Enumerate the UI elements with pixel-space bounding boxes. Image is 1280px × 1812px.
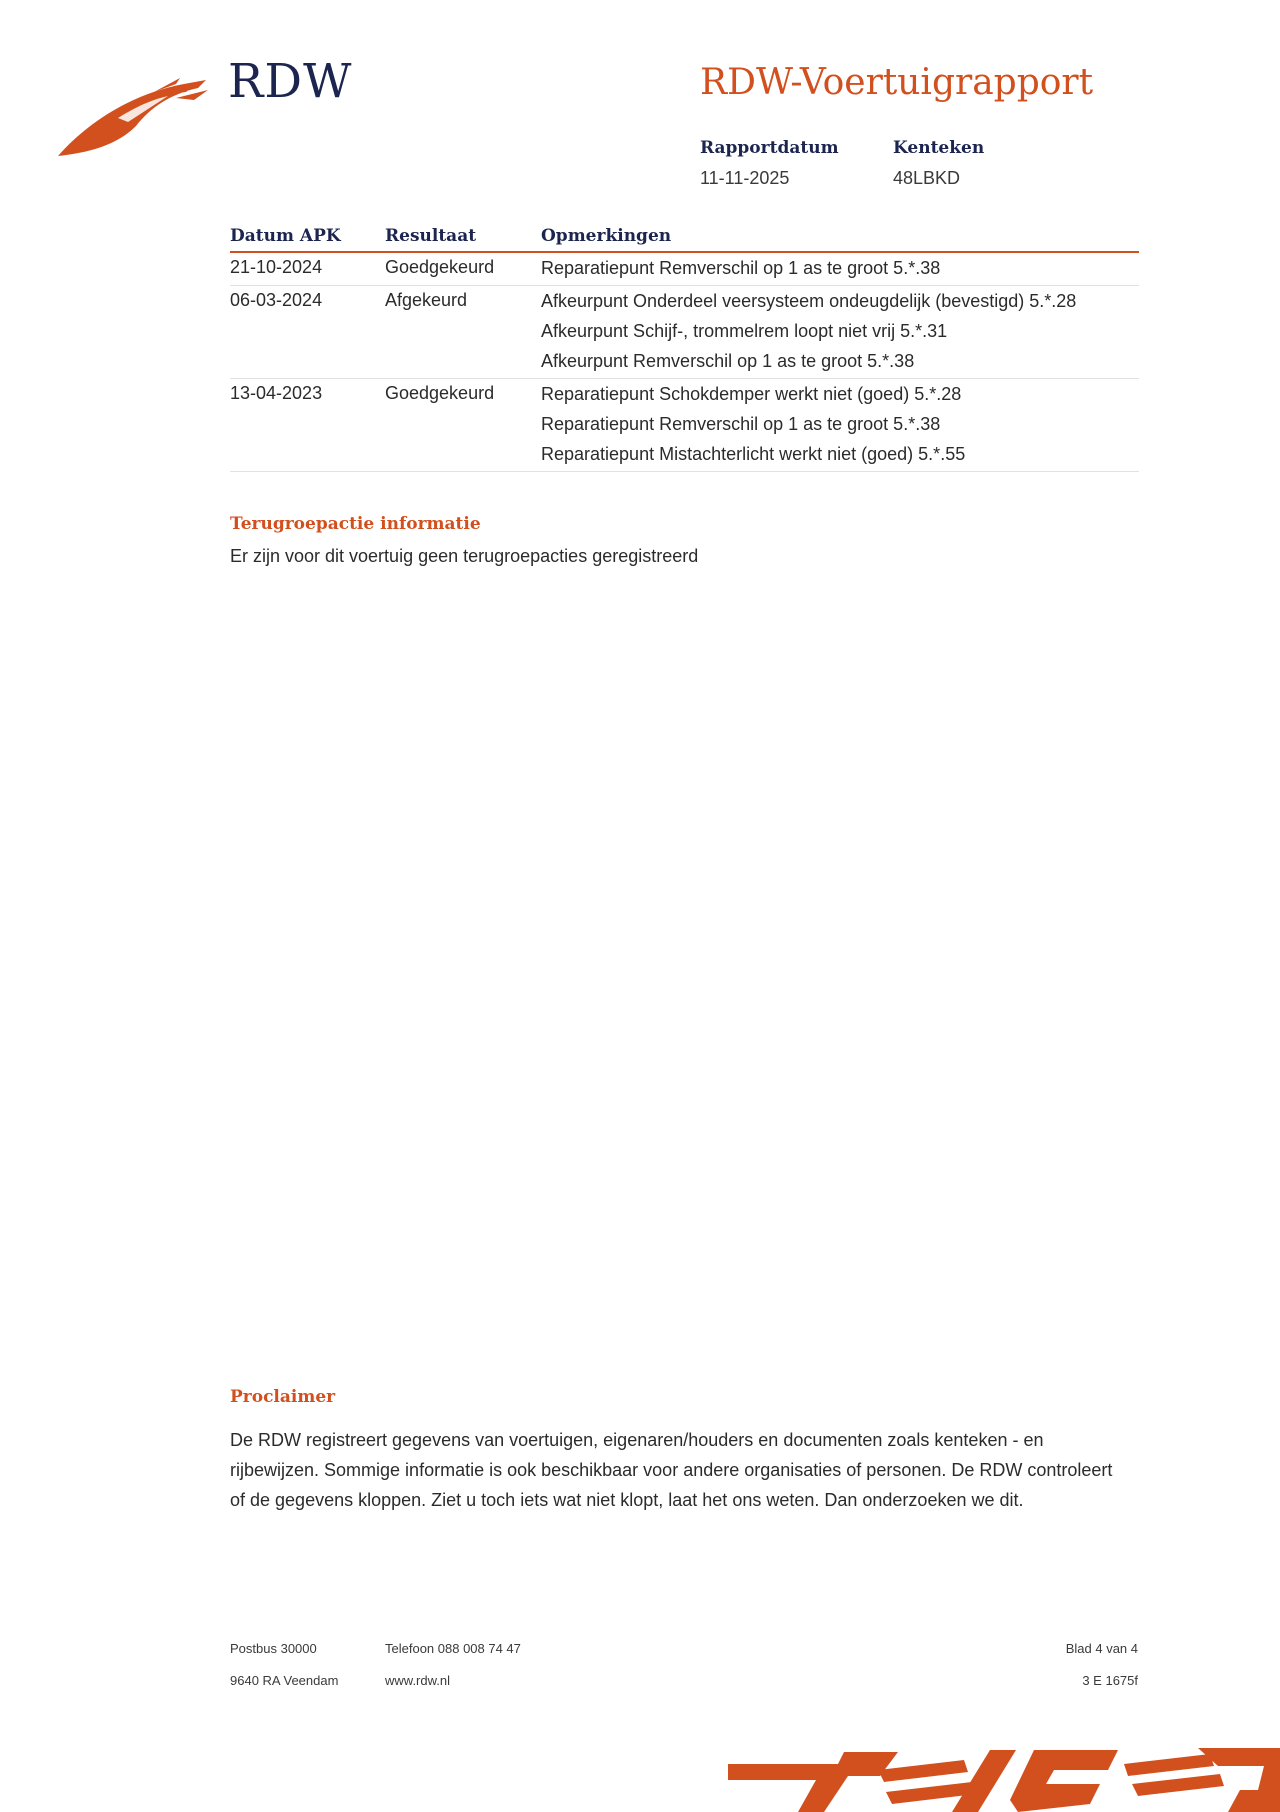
report-date-value: 11-11-2025	[700, 168, 790, 188]
proclaimer-text: De RDW registreert gegevens van voertuigen, eigenaren/houders en documenten zoals kenteken - en rijbewijzen. Sommige informatie is ook beschikbaar voor andere organisaties of personen. De RDW controleert of de gegevens kloppen. Ziet u toch iets wat niet klopt, laat het ons weten. Dan onderzoeken we dit.	[230, 1430, 1113, 1510]
apk-date: 06-03-2024	[230, 290, 323, 310]
footer-page-number: Blad 4 van 4	[1065, 1641, 1138, 1656]
footer-stripes-graphic	[728, 1740, 1280, 1812]
table-row	[230, 253, 1139, 286]
apk-remark: Afkeurpunt Onderdeel veersysteem ondeugdelijk (bevestigd) 5.*.28	[541, 291, 1077, 311]
apk-date: 21-10-2024	[230, 257, 323, 277]
proclaimer-title: Proclaimer	[230, 1387, 336, 1407]
recall-text: Er zijn voor dit voertuig geen terugroepacties geregistreerd	[230, 546, 699, 566]
apk-remark: Afkeurpunt Schijf-, trommelrem loopt niet vrij 5.*.31	[541, 321, 948, 341]
report-date-block	[700, 138, 839, 189]
footer-document-code: 3 E 1675f	[1082, 1673, 1138, 1688]
plate-block	[893, 138, 984, 189]
apk-remark: Reparatiepunt Schokdemper werkt niet (goed) 5.*.28	[541, 384, 962, 404]
rdw-logo-text: RDW	[228, 54, 353, 109]
column-header-remarks: Opmerkingen	[541, 226, 672, 246]
report-title: RDW-Voertuigrapport	[700, 62, 1094, 103]
table-row	[230, 286, 1139, 379]
apk-result: Goedgekeurd	[385, 383, 495, 403]
apk-remark: Reparatiepunt Remverschil op 1 as te groot 5.*.38	[541, 414, 941, 434]
apk-result: Goedgekeurd	[385, 257, 495, 277]
plate-value: 48LBKD	[893, 168, 961, 188]
footer-website: www.rdw.nl	[385, 1673, 451, 1688]
plate-label: Kenteken	[893, 138, 985, 158]
table-header	[230, 224, 1139, 253]
footer-address: 9640 RA Veendam	[230, 1673, 339, 1688]
apk-date: 13-04-2023	[230, 383, 323, 403]
apk-remark: Reparatiepunt Remverschil op 1 as te groot 5.*.38	[541, 258, 941, 278]
apk-result: Afgekeurd	[385, 290, 468, 310]
apk-remark: Afkeurpunt Remverschil op 1 as te groot 5.*.38	[541, 351, 915, 371]
table-row	[230, 379, 1139, 472]
column-header-date: Datum APK	[230, 226, 341, 246]
recall-section-title: Terugroepactie informatie	[230, 514, 481, 534]
footer-postbus: Postbus 30000	[230, 1641, 317, 1656]
report-date-label: Rapportdatum	[700, 138, 839, 158]
rdw-logo-icon	[58, 78, 208, 160]
apk-remark: Reparatiepunt Mistachterlicht werkt niet (goed) 5.*.55	[541, 444, 966, 464]
apk-table	[230, 224, 1139, 472]
column-header-result: Resultaat	[385, 226, 477, 246]
footer-phone: Telefoon 088 008 74 47	[385, 1641, 521, 1656]
